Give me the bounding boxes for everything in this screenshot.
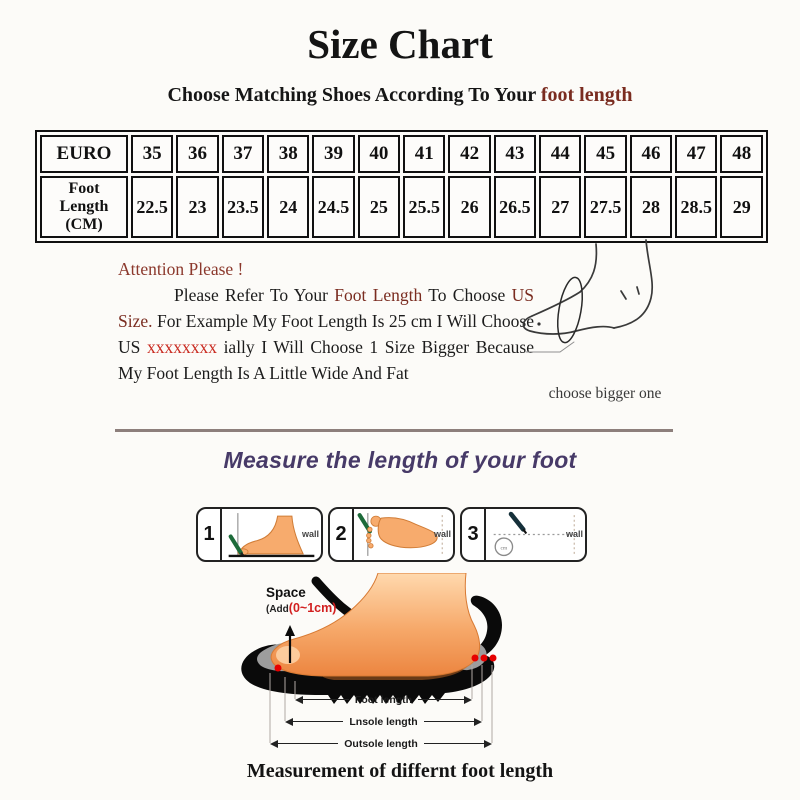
step-box-1 bbox=[196, 507, 323, 562]
foot-length-cell: 25.5 bbox=[403, 176, 445, 238]
foot-length-cell: 28.5 bbox=[675, 176, 717, 238]
foot-length-row bbox=[40, 176, 763, 238]
foot-length-cell: 23 bbox=[176, 176, 218, 238]
measure-steps bbox=[196, 507, 587, 562]
foot-length-cell: 24 bbox=[267, 176, 309, 238]
euro-row bbox=[40, 135, 763, 173]
outsole-length-arrow bbox=[270, 737, 492, 750]
euro-size-cell: 42 bbox=[448, 135, 490, 173]
foot-length-arrow bbox=[295, 693, 472, 706]
arrowhead-right-icon bbox=[484, 740, 492, 748]
foot-length-cell: 26.5 bbox=[494, 176, 536, 238]
attention-text: To Choose bbox=[428, 285, 506, 305]
subtitle-highlight: foot length bbox=[540, 84, 633, 106]
space-title: Space bbox=[266, 585, 306, 600]
arrowhead-left-icon bbox=[295, 696, 303, 704]
foot-length-cell: 28 bbox=[630, 176, 672, 238]
attention-paragraph bbox=[118, 282, 534, 386]
subtitle bbox=[0, 84, 800, 107]
foot-length-cell: 23.5 bbox=[222, 176, 264, 238]
foot-length-cell: 27.5 bbox=[584, 176, 626, 238]
euro-size-cell: 35 bbox=[131, 135, 173, 173]
step-number: 1 bbox=[198, 509, 222, 560]
insole-length-label: Lnsole length bbox=[349, 715, 418, 728]
step-number: 2 bbox=[330, 509, 354, 560]
size-table bbox=[35, 130, 768, 243]
foot-length-row-header: Foot Length (CM) bbox=[40, 176, 128, 238]
foot-length-cell: 27 bbox=[539, 176, 581, 238]
euro-size-cell: 38 bbox=[267, 135, 309, 173]
foot-length-cell: 29 bbox=[720, 176, 763, 238]
wall-label: wall bbox=[565, 529, 583, 540]
euro-size-cell: 37 bbox=[222, 135, 264, 173]
euro-size-cell: 41 bbox=[403, 135, 445, 173]
euro-size-cell: 47 bbox=[675, 135, 717, 173]
arrowhead-left-icon bbox=[270, 740, 278, 748]
insole-length-arrow bbox=[285, 715, 482, 728]
euro-size-cell: 39 bbox=[312, 135, 354, 173]
space-label bbox=[266, 585, 336, 617]
attention-foot-length: Foot Length bbox=[334, 285, 423, 305]
attention-redacted: xxxxxxxx bbox=[146, 337, 217, 357]
outsole-length-label: Outsole length bbox=[344, 737, 418, 750]
page-title: Size Chart bbox=[307, 21, 493, 67]
measure-heading: Measure the length of your foot bbox=[223, 447, 577, 473]
arrowhead-right-icon bbox=[464, 696, 472, 704]
subtitle-text: Choose Matching Shoes According To Your bbox=[167, 84, 536, 106]
attention-text: For Example My Foot Length Is 25 cm I Will Choose US bbox=[118, 311, 535, 357]
bottom-caption: Measurement of differnt foot length bbox=[246, 760, 554, 782]
euro-size-cell: 48 bbox=[720, 135, 763, 173]
step-number: 3 bbox=[462, 509, 486, 560]
euro-size-cell: 43 bbox=[494, 135, 536, 173]
euro-size-cell: 36 bbox=[176, 135, 218, 173]
attention-us-size: US Size. bbox=[118, 285, 534, 331]
attention-block bbox=[118, 256, 534, 386]
cm-label: cm bbox=[500, 545, 508, 552]
euro-size-cell: 45 bbox=[584, 135, 626, 173]
attention-heading: Attention Please ! bbox=[118, 259, 244, 279]
arrowhead-right-icon bbox=[474, 718, 482, 726]
step-box-3 bbox=[460, 507, 587, 562]
foot-length-cell: 26 bbox=[448, 176, 490, 238]
foot-length-cell: 24.5 bbox=[312, 176, 354, 238]
euro-size-cell: 46 bbox=[630, 135, 672, 173]
euro-row-header: EURO bbox=[40, 135, 128, 173]
wall-label: wall bbox=[301, 529, 319, 540]
arrowhead-left-icon bbox=[285, 718, 293, 726]
shoe-measurement-diagram bbox=[230, 573, 590, 758]
wall-label: wall bbox=[433, 529, 451, 540]
choose-bigger-caption: choose bigger one bbox=[548, 385, 662, 402]
attention-text: ially I Will Choose 1 Size Bigger Because My Foot Length Is A Little Wide And Fat bbox=[118, 337, 534, 383]
foot-length-cell: 25 bbox=[358, 176, 400, 238]
foot-length-label: Foot length bbox=[354, 693, 413, 706]
foot-length-cell: 22.5 bbox=[131, 176, 173, 238]
space-add-text: (Add bbox=[266, 604, 289, 615]
step-box-2 bbox=[328, 507, 455, 562]
foot-side-sketch-icon bbox=[518, 236, 768, 386]
section-divider bbox=[115, 429, 673, 432]
euro-size-cell: 40 bbox=[358, 135, 400, 173]
euro-size-cell: 44 bbox=[539, 135, 581, 173]
space-range: (0~1cm) bbox=[288, 601, 337, 615]
attention-text: Please Refer To Your bbox=[174, 285, 328, 305]
